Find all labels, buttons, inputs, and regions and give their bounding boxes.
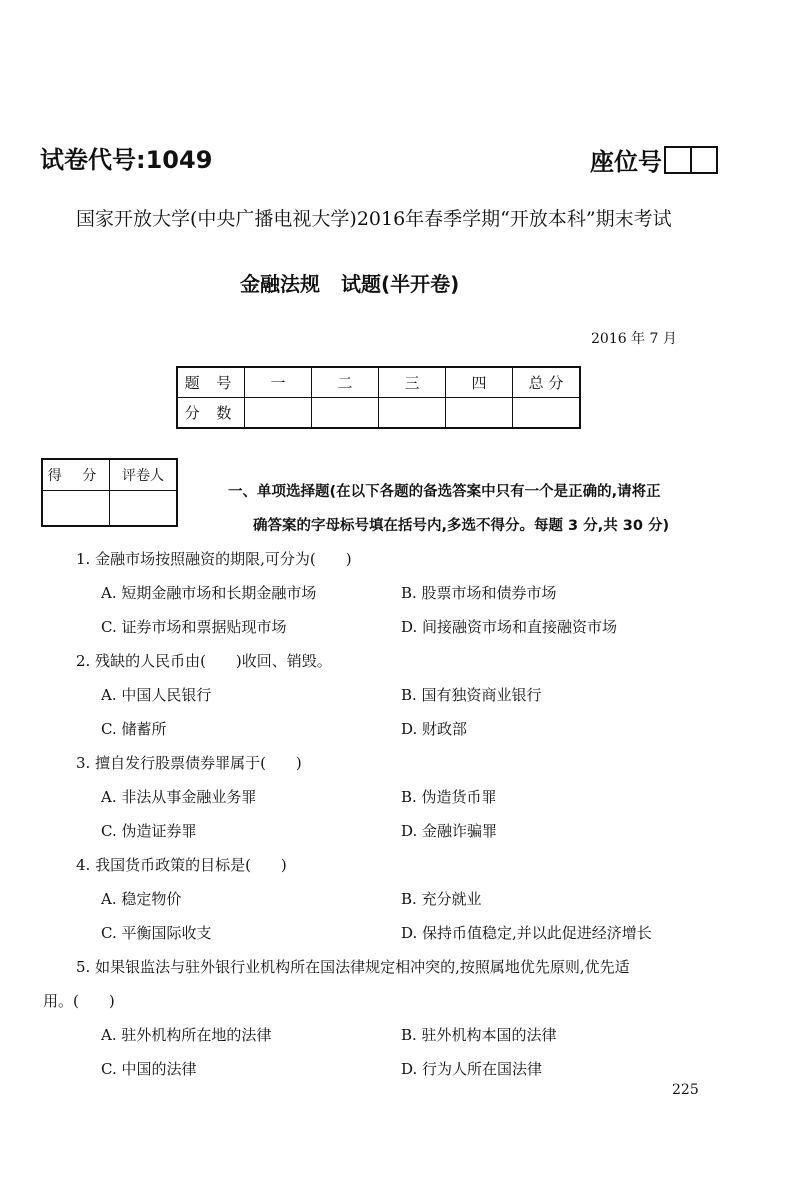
question-2-option-d: D. 财政部 [401, 720, 468, 738]
question-3: 3. 擅自发行股票债券罪属于( ) [76, 754, 302, 772]
seat-label: 座位号 [590, 148, 662, 176]
score-table-cell: 总 分 [513, 367, 581, 398]
section-title: 一、单项选择题(在以下各题的备选答案中只有一个是正确的,请将正 [228, 484, 661, 500]
grader-table-blank-row [42, 491, 177, 527]
exam-date: 2016 年 7 月 [591, 331, 677, 347]
question-5-option-a: A. 驻外机构所在地的法律 [101, 1026, 272, 1044]
question-5-option-b: B. 驻外机构本国的法律 [401, 1026, 557, 1044]
question-5-option-d: D. 行为人所在国法律 [401, 1060, 543, 1078]
seat-box [666, 148, 690, 172]
grader-blank-cell [42, 491, 110, 527]
question-3-option-c: C. 伪造证券罪 [101, 822, 197, 840]
score-table-blank-cell [513, 398, 581, 429]
question-4-option-a: A. 稳定物价 [101, 890, 182, 908]
question-3-option-d: D. 金融诈骗罪 [401, 822, 498, 840]
question-5-cont: 用。( ) [43, 992, 115, 1010]
score-table-blank-cell [245, 398, 312, 429]
question-3-option-a: A. 非法从事金融业务罪 [101, 788, 257, 806]
score-table-blank-cell [379, 398, 446, 429]
score-table [176, 366, 581, 429]
score-table-blank-cell [312, 398, 379, 429]
score-table-cell: 三 [379, 367, 446, 398]
question-5-option-c: C. 中国的法律 [101, 1060, 197, 1078]
score-table-cell: 一 [245, 367, 312, 398]
question-1-option-a: A. 短期金融市场和长期金融市场 [101, 584, 317, 602]
question-5: 5. 如果银监法与驻外银行业机构所在国法律规定相冲突的,按照属地优先原则,优先适 [76, 958, 630, 976]
university-exam-line: 国家开放大学(中央广播电视大学)2016年春季学期“开放本科”期末考试 [76, 208, 672, 230]
score-table-blank-cell [446, 398, 513, 429]
question-1-option-d: D. 间接融资市场和直接融资市场 [401, 618, 618, 636]
grader-table-header-row [42, 459, 177, 491]
question-2-option-a: A. 中国人民银行 [101, 686, 212, 704]
question-4: 4. 我国货币政策的目标是( ) [76, 856, 287, 874]
score-table-cell: 分 数 [177, 398, 245, 429]
question-1-option-c: C. 证券市场和票据贴现市场 [101, 618, 287, 636]
question-4-option-d: D. 保持币值稳定,并以此促进经济增长 [401, 924, 652, 942]
grader-score-label: 得 分 [42, 459, 110, 491]
grader-name-label: 评卷人 [110, 459, 178, 491]
question-1: 1. 金融市场按照融资的期限,可分为( ) [76, 550, 352, 568]
page-number: 225 [672, 1082, 699, 1098]
seat-number-boxes [664, 146, 718, 174]
section-title-cont: 确答案的字母标号填在括号内,多选不得分。每题 3 分,共 30 分) [253, 518, 670, 534]
question-2: 2. 残缺的人民币由( )收回、销毁。 [76, 652, 332, 670]
question-3-option-b: B. 伪造货币罪 [401, 788, 497, 806]
score-table-cell: 四 [446, 367, 513, 398]
question-2-option-b: B. 国有独资商业银行 [401, 686, 542, 704]
seat-box [690, 148, 716, 172]
question-4-option-b: B. 充分就业 [401, 890, 482, 908]
paper-code: 试卷代号:1049 [40, 146, 213, 174]
grader-blank-cell [110, 491, 178, 527]
score-table-cell: 二 [312, 367, 379, 398]
seat-number [590, 142, 718, 177]
question-2-option-c: C. 储蓄所 [101, 720, 167, 738]
exam-title: 金融法规 试题(半开卷) [240, 272, 460, 296]
question-4-option-c: C. 平衡国际收支 [101, 924, 212, 942]
score-table-score-row [177, 398, 580, 429]
score-table-cell: 题 号 [177, 367, 245, 398]
score-table-header-row [177, 367, 580, 398]
question-1-option-b: B. 股票市场和债券市场 [401, 584, 557, 602]
grader-table [41, 458, 178, 527]
